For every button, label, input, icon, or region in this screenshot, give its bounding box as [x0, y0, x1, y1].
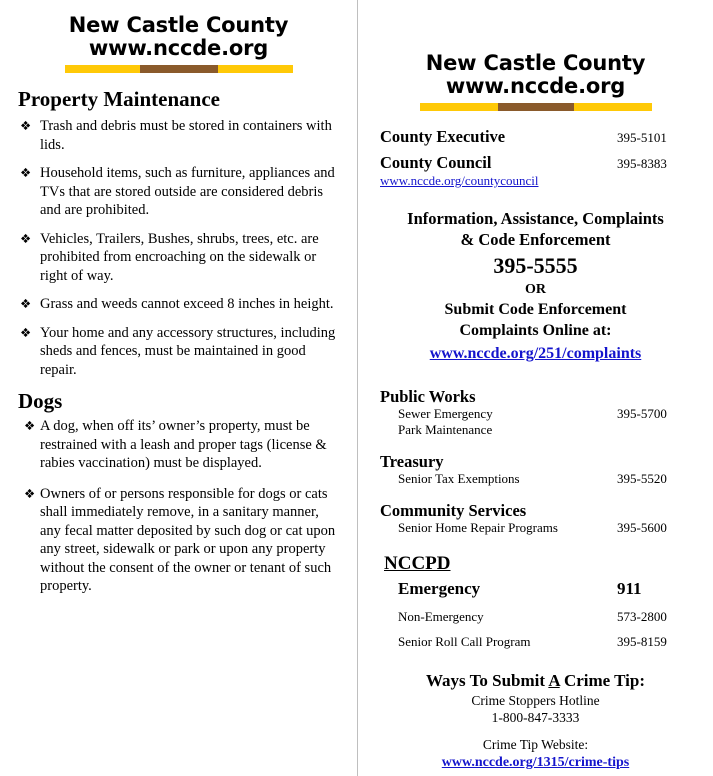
list-item-text: A dog, when off its’ owner’s property, must be restrained with a leash and proper tags (license & rabies vaccination) must be displayed.	[40, 418, 327, 471]
department-community-services	[380, 501, 691, 536]
rule-segment-gold-right	[574, 103, 652, 111]
bullet-diamond-icon: ❖	[20, 118, 32, 133]
official-row-county-executive	[380, 127, 691, 147]
department-name: Treasury	[380, 452, 444, 471]
info-line-2: & Code Enforcement	[460, 230, 611, 249]
official-phone: 395-8383	[617, 156, 667, 171]
list-item	[18, 295, 339, 314]
police-row-label: Non-Emergency	[398, 609, 484, 624]
crime-tips-heading	[380, 670, 691, 692]
list-item	[18, 230, 339, 286]
list-item	[24, 417, 339, 473]
list-item-text: Owners of or persons responsible for dogs or cats shall immediately remove, in a sanitary manner, any fecal matter deposited by such dog or cat upon any street, sidewalk or park or upon any property without the consent of the owner or tenant of such property.	[40, 485, 336, 594]
department-service-row	[380, 471, 691, 487]
bullet-diamond-icon: ❖	[24, 485, 36, 501]
right-column	[358, 0, 713, 776]
emergency-number: 911	[617, 579, 642, 598]
info-line-1: Information, Assistance, Complaints	[407, 209, 664, 228]
police-emergency-row	[380, 578, 691, 600]
code-enforcement-phone: 395-5555	[493, 253, 578, 278]
info-or-separator: OR	[525, 282, 546, 297]
right-brand-block	[380, 52, 691, 111]
department-name: Public Works	[380, 387, 476, 406]
emergency-label: Emergency	[398, 579, 481, 598]
crime-tips-heading-pre: Ways To Submit	[425, 671, 549, 690]
right-brand-title: New Castle County	[425, 51, 646, 75]
service-label: Senior Home Repair Programs	[398, 520, 558, 535]
bullet-diamond-icon: ❖	[20, 165, 32, 180]
list-item	[18, 324, 339, 380]
right-brand-rule	[420, 103, 652, 111]
service-phone: 395-5700	[617, 406, 667, 421]
list-item-text: Your home and any accessory structures, including sheds and fences, must be maintained in good repair.	[40, 324, 336, 378]
bullet-diamond-icon: ❖	[20, 296, 32, 311]
official-name: County Executive	[380, 127, 506, 146]
section-heading-property-maintenance: Property Maintenance	[18, 87, 220, 111]
right-brand-url: www.nccde.org	[445, 74, 626, 98]
official-phone: 395-5101	[617, 130, 667, 145]
crime-tips-heading-post: Crime Tip:	[559, 671, 646, 690]
rule-segment-brown	[498, 103, 574, 111]
service-label: Senior Tax Exemptions	[398, 471, 520, 486]
list-item-text: Trash and debris must be stored in containers with lids.	[40, 118, 332, 153]
list-item-text: Grass and weeds cannot exceed 8 inches in height.	[40, 296, 334, 312]
department-service-row	[380, 422, 691, 438]
crime-tips-link[interactable]: www.nccde.org/1315/crime-tips	[441, 755, 630, 770]
rule-segment-gold-left	[420, 103, 498, 111]
complaints-online-link[interactable]: www.nccde.org/251/complaints	[429, 345, 642, 362]
service-phone: 395-5600	[617, 520, 667, 535]
info-line-3: Submit Code Enforcement	[444, 301, 627, 318]
info-line-4: Complaints Online at:	[459, 322, 612, 339]
department-name: Community Services	[380, 501, 527, 520]
rule-segment-gold-left	[65, 65, 140, 73]
crime-hotline-label: Crime Stoppers Hotline	[471, 693, 600, 708]
left-brand-title: New Castle County	[68, 13, 289, 37]
list-item	[18, 164, 339, 220]
left-brand-block	[18, 14, 339, 73]
bullet-diamond-icon: ❖	[20, 230, 32, 246]
officials-block	[380, 127, 691, 188]
list-item-text: Household items, such as furniture, appliances and TVs that are stored outside are considered debris and are prohibited.	[40, 165, 335, 218]
bullet-diamond-icon: ❖	[20, 324, 32, 340]
list-item	[24, 485, 339, 596]
list-item	[18, 117, 339, 154]
department-service-row	[380, 406, 691, 422]
property-maintenance-list	[18, 117, 339, 379]
bullet-diamond-icon: ❖	[24, 418, 36, 433]
county-council-link[interactable]: www.nccde.org/countycouncil	[380, 173, 539, 188]
dogs-list	[18, 417, 339, 596]
department-public-works	[380, 387, 691, 438]
list-item-text: Vehicles, Trailers, Bushes, shrubs, trees, etc. are prohibited from encroaching on the sidewalk or right of way.	[40, 230, 319, 284]
service-label: Sewer Emergency	[398, 406, 493, 421]
service-phone: 395-5520	[617, 471, 667, 486]
police-row-label: Senior Roll Call Program	[398, 634, 531, 649]
crime-website-label: Crime Tip Website:	[482, 737, 589, 752]
official-name: County Council	[380, 153, 492, 172]
rule-segment-gold-right	[218, 65, 293, 73]
police-heading: NCCPD	[384, 553, 451, 574]
police-row-phone: 395-8159	[617, 634, 667, 649]
section-heading-dogs: Dogs	[18, 389, 63, 413]
official-row-county-council	[380, 153, 691, 173]
crime-tips-heading-emphasis: A	[548, 671, 560, 690]
police-row	[380, 609, 691, 625]
crime-hotline-number: 1-800-847-3333	[491, 710, 580, 725]
department-treasury	[380, 452, 691, 487]
left-brand-url: www.nccde.org	[88, 36, 269, 60]
police-row-phone: 573-2800	[617, 609, 667, 624]
police-row	[380, 634, 691, 650]
code-enforcement-block	[380, 208, 691, 365]
spacer	[380, 726, 691, 736]
service-label: Park Maintenance	[398, 422, 493, 437]
left-brand-rule	[65, 65, 293, 73]
rule-segment-brown	[140, 65, 218, 73]
department-service-row	[380, 520, 691, 536]
